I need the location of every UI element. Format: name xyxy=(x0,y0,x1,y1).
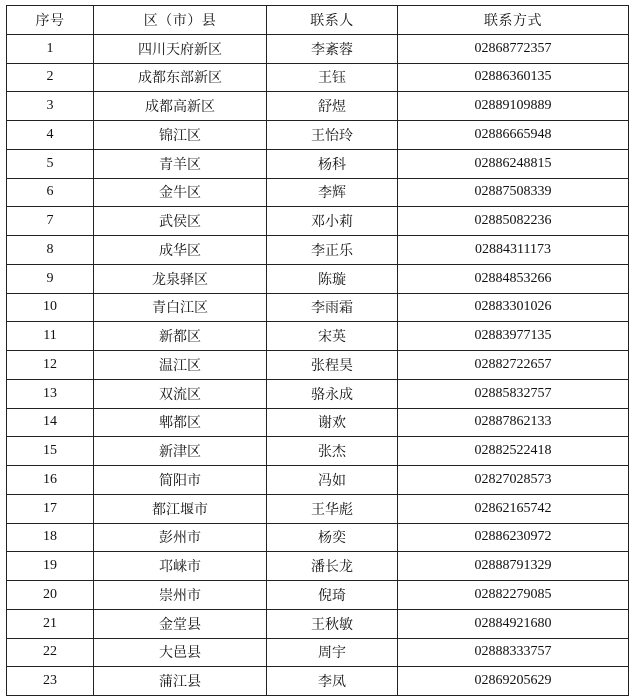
row-index: 14 xyxy=(7,408,94,437)
table-row xyxy=(7,264,629,293)
row-index: 21 xyxy=(7,609,94,638)
row-contact-person: 陈璇 xyxy=(267,264,398,293)
row-district: 大邑县 xyxy=(94,638,267,667)
row-contact-person: 李凤 xyxy=(267,667,398,696)
row-index: 1 xyxy=(7,34,94,63)
row-index: 15 xyxy=(7,437,94,466)
row-district: 武侯区 xyxy=(94,207,267,236)
row-district: 成都高新区 xyxy=(94,92,267,121)
row-index: 3 xyxy=(7,92,94,121)
row-contact-phone: 02882722657 xyxy=(398,351,629,380)
row-district: 青白江区 xyxy=(94,293,267,322)
row-index: 8 xyxy=(7,236,94,265)
row-contact-phone: 02883977135 xyxy=(398,322,629,351)
row-contact-person: 杨科 xyxy=(267,149,398,178)
table-row xyxy=(7,322,629,351)
row-index: 5 xyxy=(7,149,94,178)
row-index: 13 xyxy=(7,379,94,408)
row-district: 四川天府新区 xyxy=(94,34,267,63)
row-contact-phone: 02888333757 xyxy=(398,638,629,667)
contacts-table xyxy=(6,5,629,696)
row-district: 简阳市 xyxy=(94,466,267,495)
table-row xyxy=(7,34,629,63)
row-district: 金牛区 xyxy=(94,178,267,207)
row-contact-phone: 02887862133 xyxy=(398,408,629,437)
table-row xyxy=(7,494,629,523)
row-district: 新津区 xyxy=(94,437,267,466)
row-index: 16 xyxy=(7,466,94,495)
table-row xyxy=(7,293,629,322)
row-index: 23 xyxy=(7,667,94,696)
header-row xyxy=(7,6,629,35)
row-contact-person: 周宇 xyxy=(267,638,398,667)
table-row xyxy=(7,609,629,638)
header-district: 区（市）县 xyxy=(94,6,267,35)
row-index: 19 xyxy=(7,552,94,581)
row-contact-person: 谢欢 xyxy=(267,408,398,437)
table-row xyxy=(7,178,629,207)
row-contact-phone: 02886665948 xyxy=(398,121,629,150)
row-contact-person: 倪琦 xyxy=(267,581,398,610)
row-contact-phone: 02868772357 xyxy=(398,34,629,63)
table-row xyxy=(7,581,629,610)
row-district: 彭州市 xyxy=(94,523,267,552)
row-district: 青羊区 xyxy=(94,149,267,178)
row-contact-phone: 02884311173 xyxy=(398,236,629,265)
row-district: 锦江区 xyxy=(94,121,267,150)
row-district: 成都东部新区 xyxy=(94,63,267,92)
row-contact-person: 王华彪 xyxy=(267,494,398,523)
row-index: 6 xyxy=(7,178,94,207)
row-contact-phone: 02886230972 xyxy=(398,523,629,552)
row-index: 9 xyxy=(7,264,94,293)
header-contact-person: 联系人 xyxy=(267,6,398,35)
header-index: 序号 xyxy=(7,6,94,35)
row-contact-person: 杨奕 xyxy=(267,523,398,552)
row-contact-person: 宋英 xyxy=(267,322,398,351)
row-index: 17 xyxy=(7,494,94,523)
row-contact-phone: 02862165742 xyxy=(398,494,629,523)
header-contact-phone: 联系方式 xyxy=(398,6,629,35)
row-contact-person: 李雨霜 xyxy=(267,293,398,322)
row-district: 双流区 xyxy=(94,379,267,408)
row-contact-phone: 02882522418 xyxy=(398,437,629,466)
row-contact-person: 王怡玲 xyxy=(267,121,398,150)
row-index: 12 xyxy=(7,351,94,380)
row-contact-person: 李辉 xyxy=(267,178,398,207)
table-row xyxy=(7,149,629,178)
row-index: 4 xyxy=(7,121,94,150)
table-row xyxy=(7,408,629,437)
row-contact-phone: 02889109889 xyxy=(398,92,629,121)
row-contact-person: 邓小莉 xyxy=(267,207,398,236)
row-index: 10 xyxy=(7,293,94,322)
table-row xyxy=(7,638,629,667)
row-contact-person: 王秋敏 xyxy=(267,609,398,638)
table-row xyxy=(7,466,629,495)
row-index: 18 xyxy=(7,523,94,552)
row-index: 22 xyxy=(7,638,94,667)
row-index: 20 xyxy=(7,581,94,610)
row-contact-phone: 02883301026 xyxy=(398,293,629,322)
row-district: 金堂县 xyxy=(94,609,267,638)
table-row xyxy=(7,552,629,581)
row-contact-person: 李正乐 xyxy=(267,236,398,265)
row-contact-phone: 02887508339 xyxy=(398,178,629,207)
row-district: 郫都区 xyxy=(94,408,267,437)
row-contact-phone: 02886360135 xyxy=(398,63,629,92)
table-row xyxy=(7,523,629,552)
row-district: 都江堰市 xyxy=(94,494,267,523)
row-contact-phone: 02886248815 xyxy=(398,149,629,178)
row-district: 崇州市 xyxy=(94,581,267,610)
table-body xyxy=(7,34,629,695)
row-contact-phone: 02882279085 xyxy=(398,581,629,610)
row-contact-phone: 02827028573 xyxy=(398,466,629,495)
table-row xyxy=(7,236,629,265)
row-contact-phone: 02885082236 xyxy=(398,207,629,236)
row-district: 温江区 xyxy=(94,351,267,380)
row-contact-person: 冯如 xyxy=(267,466,398,495)
table-row xyxy=(7,379,629,408)
row-contact-phone: 02884921680 xyxy=(398,609,629,638)
row-contact-person: 张程昊 xyxy=(267,351,398,380)
row-district: 蒲江县 xyxy=(94,667,267,696)
row-contact-phone: 02885832757 xyxy=(398,379,629,408)
row-index: 11 xyxy=(7,322,94,351)
row-district: 邛崃市 xyxy=(94,552,267,581)
table-row xyxy=(7,351,629,380)
row-index: 2 xyxy=(7,63,94,92)
table-row xyxy=(7,92,629,121)
row-contact-person: 张杰 xyxy=(267,437,398,466)
table-row xyxy=(7,207,629,236)
row-contact-person: 李紊蓉 xyxy=(267,34,398,63)
row-contact-person: 舒煜 xyxy=(267,92,398,121)
table-row xyxy=(7,63,629,92)
row-contact-phone: 02888791329 xyxy=(398,552,629,581)
row-contact-person: 王钰 xyxy=(267,63,398,92)
row-contact-person: 骆永成 xyxy=(267,379,398,408)
row-district: 成华区 xyxy=(94,236,267,265)
row-contact-phone: 02869205629 xyxy=(398,667,629,696)
row-district: 新都区 xyxy=(94,322,267,351)
row-index: 7 xyxy=(7,207,94,236)
row-contact-person: 潘长龙 xyxy=(267,552,398,581)
table-row xyxy=(7,667,629,696)
table-row xyxy=(7,437,629,466)
row-contact-phone: 02884853266 xyxy=(398,264,629,293)
table-row xyxy=(7,121,629,150)
row-district: 龙泉驿区 xyxy=(94,264,267,293)
